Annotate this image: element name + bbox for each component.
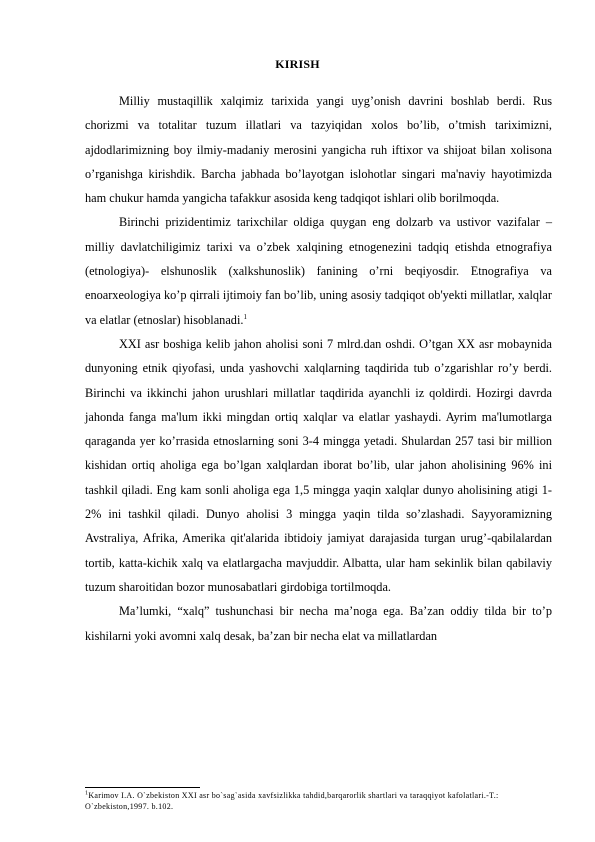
- footnote-marker: 1: [85, 790, 89, 797]
- paragraph-text: Birinchi prizidentimiz tarixchilar oldiga quygan eng dolzarb va ustivor vazifalar – milliy davlatchiligimiz tarixi va o’zbek xalqining etnogenezini tadqiq etishda etnografiya (etnologiya)- elshunoslik (xalkshunoslik) fanining o’rni beqiyosdir. Etnografiya va enoarxeologiya ko’p qirrali ijtimoiy fan bo’lib, uning asosiy tadqiqot ob'yekti millatlar, xalqlar va elatlar (etnoslar) hisoblanadi.: [85, 215, 552, 327]
- footnote-reference[interactable]: 1: [243, 312, 247, 321]
- footnote: [85, 790, 555, 812]
- footnote-text: Karimov I.A. O`zbekiston XXI asr bo`sag`asida xavfsizlikka tahdid,barqarorlik shartlari va taraqqiyot kafolatlari.-T.: O`zbekiston,1997. b.102.: [85, 791, 499, 811]
- paragraph: XXI asr boshiga kelib jahon aholisi soni 7 mlrd.dan oshdi. O’tgan XX asr mobaynida dunyoning etnik qiyofasi, unda yashovchi xalqlarning taqdirida tub o’zgarishlar ro’y berdi. Birinchi va ikkinchi jahon urushlari millatlar taqdirida ayanchli iz qoldirdi. Hozirgi davrda jahonda fanga ma'lum ikki mingdan ortiq xalqlar va elatlar yashaydi. Ayrim ma'lumotlarga qaraganda yer ko’rrasida etnoslarning soni 3-4 mingga yetadi. Shulardan 257 tasi bir million kishidan ortiq aholiga ega bo’lgan xalqlardan iborat bo’lib, ular jahon aholisining 96% ini tashkil qiladi. Eng kam sonli aholiga ega 1,5 mingga yaqin xalqlar dunyo aholisining atigi 1-2% ini tashkil qiladi. Dunyo aholisi 3 mingga yaqin tilda so’zlashadi. Sayyoramizning Avstraliya, Afrika, Amerika qit'alarida ibtidoiy jamiyat darajasida turgan urug’-qabilalardan tortib, katta-kichik xalq va elatlargacha mavjuddir. Albatta, ular ham sekinlik bilan qabilaviy tuzum sharoitidan bozor munosabatlari girdobiga tortilmoqda.: [85, 336, 552, 594]
- body-text: [85, 89, 552, 648]
- paragraph: Ma’lumki, “xalq” tushunchasi bir necha ma’noga ega. Ba’zan oddiy tilda bir to’p kishilarni yoki avomni xalq desak, ba’zan bir necha elat va millatlardan: [85, 604, 552, 643]
- paragraph-with-footnote: [85, 210, 552, 331]
- footnote-divider: [85, 787, 200, 788]
- paragraph: Milliy mustaqillik xalqimiz tarixida yangi uyg’onish davrini boshlab berdi. Rus chorizmi va totalitar tuzum illatlari va tazyiqidan xolos bo’lib, o’tmish tariximizni, ajdodlarimizning boy ilmiy-madaniy merosini yangicha ruh iftixor va shijoat bilan xolisona o’rganishga kirishdik. Barcha jabhada bo’layotgan islohotlar singari ma'naviy hayotimizda ham chukur hamda yangicha tafakkur asosida keng tadqiqot ishlari olib borilmoqda.: [85, 94, 552, 206]
- page-title: KIRISH: [275, 57, 320, 71]
